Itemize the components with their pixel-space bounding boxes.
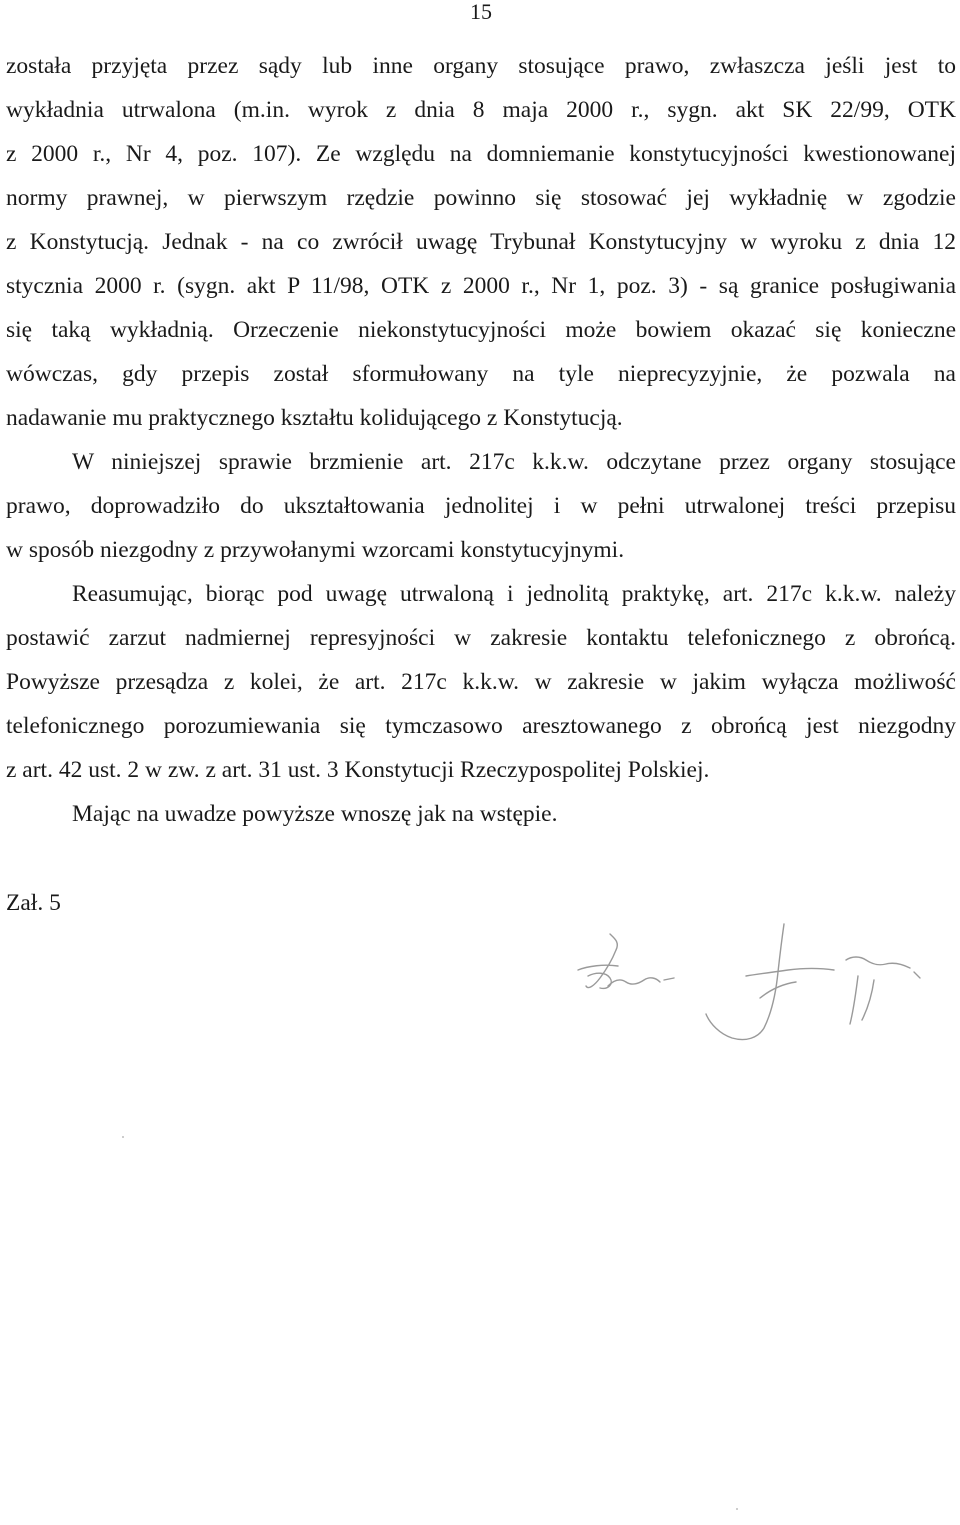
- text-line: stycznia 2000 r. (sygn. akt P 11/98, OTK z 2000 r., Nr 1, poz. 3) - są granice posługiwania: [6, 273, 956, 299]
- scan-speck: [736, 1508, 738, 1510]
- text-line: się taką wykładnią. Orzeczenie niekonstytucyjności może bowiem okazać się konieczne: [6, 317, 956, 343]
- scan-speck: [122, 1136, 124, 1138]
- text-line: Reasumując, biorąc pod uwagę utrwaloną i jednolitą praktykę, art. 217c k.k.w. należy: [72, 581, 956, 607]
- text-line: prawo, doprowadziło do ukształtowania jednolitej i w pełni utrwalonej treści przepisu: [6, 493, 956, 519]
- text-line: postawić zarzut nadmiernej represyjności w zakresie kontaktu telefonicznego z obrońcą.: [6, 625, 956, 651]
- body-text: [6, 44, 956, 836]
- paragraph-1: [6, 44, 956, 440]
- attachment-label: Zał. 5: [6, 890, 61, 916]
- paragraph-2: [6, 440, 956, 572]
- text-line: wówczas, gdy przepis został sformułowany na tyle nieprecyzyjnie, że pozwala na: [6, 361, 956, 387]
- signature-icon: [548, 920, 938, 1060]
- text-line: z art. 42 ust. 2 w zw. z art. 31 ust. 3 Konstytucji Rzeczypospolitej Polskiej.: [6, 757, 710, 783]
- text-line: wykładnia utrwalona (m.in. wyrok z dnia 8 maja 2000 r., sygn. akt SK 22/99, OTK: [6, 97, 956, 123]
- paragraph-3: [6, 572, 956, 792]
- text-line: W niniejszej sprawie brzmienie art. 217c k.k.w. odczytane przez organy stosujące: [72, 449, 956, 475]
- text-line: z 2000 r., Nr 4, poz. 107). Ze względu na domniemanie konstytucyjności kwestionowanej: [6, 141, 956, 167]
- text-line: nadawanie mu praktycznego kształtu kolidującego z Konstytucją.: [6, 405, 623, 431]
- text-line: normy prawnej, w pierwszym rzędzie powinno się stosować jej wykładnię w zgodzie: [6, 185, 956, 211]
- text-line: Mając na uwadze powyższe wnoszę jak na wstępie.: [72, 801, 558, 827]
- text-line: telefonicznego porozumiewania się tymczasowo aresztowanego z obrońcą jest niezgodny: [6, 713, 956, 739]
- text-line: w sposób niezgodny z przywołanymi wzorcami konstytucyjnymi.: [6, 537, 625, 563]
- text-line: Powyższe przesądza z kolei, że art. 217c k.k.w. w zakresie w jakim wyłącza możliwość: [6, 669, 956, 695]
- paragraph-4: [6, 792, 956, 836]
- text-line: z Konstytucją. Jednak - na co zwrócił uwagę Trybunał Konstytucyjny w wyroku z dnia 12: [6, 229, 956, 255]
- page-number: 15: [470, 0, 492, 24]
- text-line: została przyjęta przez sądy lub inne organy stosujące prawo, zwłaszcza jeśli jest to: [6, 53, 956, 79]
